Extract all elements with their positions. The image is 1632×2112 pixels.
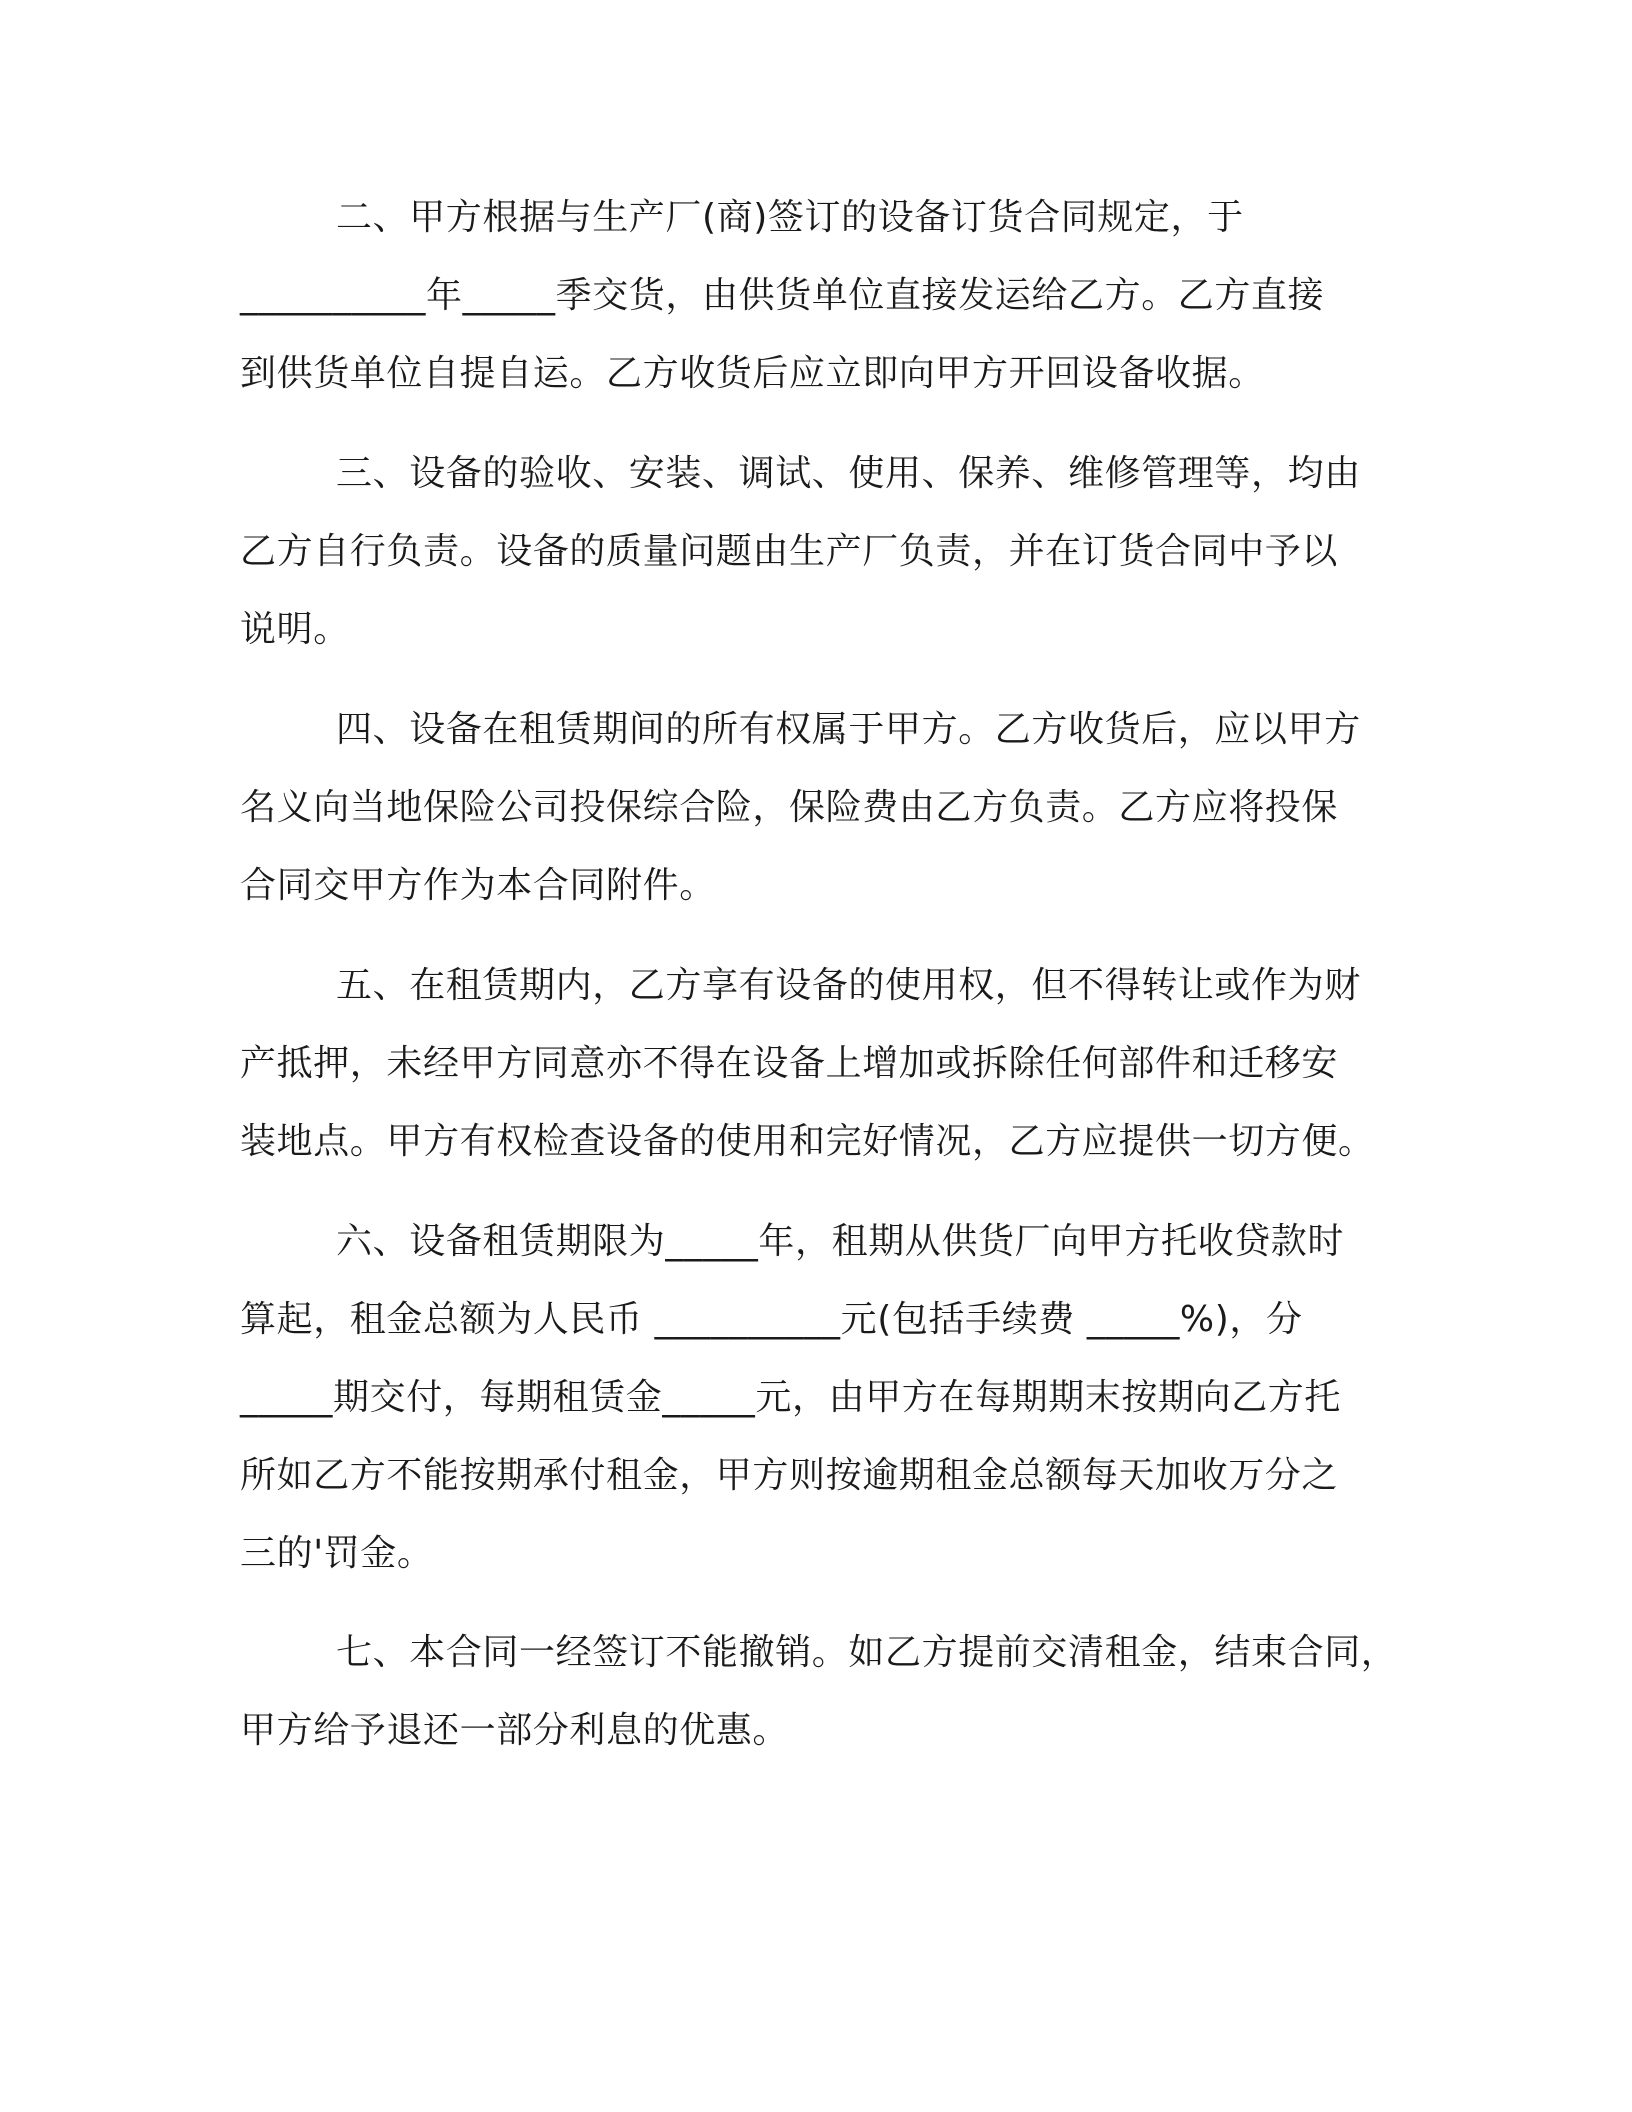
clause-3-line-3: 说明。 <box>240 609 350 650</box>
clause-2-line-2: __________年_____季交货，由供货单位直接发运给乙方。乙方直接 <box>240 275 1325 316</box>
clause-5-line-1: 五、在租赁期内，乙方享有设备的使用权，但不得转让或作为财 <box>336 965 1361 1006</box>
clause-6-line-3: _____期交付，每期租赁金_____元，由甲方在每期期末按期向乙方托 <box>240 1377 1341 1418</box>
clause-3-line-2: 乙方自行负责。设备的质量问题由生产厂负责，并在订货合同中予以 <box>240 531 1339 572</box>
clause-4-line-3: 合同交甲方作为本合同附件。 <box>240 865 716 906</box>
clause-2-line-1: 二、甲方根据与生产厂(商)签订的设备订货合同规定，于 <box>336 197 1244 238</box>
clause-6-line-2: 算起，租金总额为人民币 __________元(包括手续费 _____%)，分 <box>240 1299 1303 1340</box>
clause-6-line-1: 六、设备租赁期限为_____年，租期从供货厂向甲方托收贷款时 <box>336 1221 1345 1262</box>
clause-6-line-4: 所如乙方不能按期承付租金，甲方则按逾期租金总额每天加收万分之 <box>240 1455 1339 1496</box>
clause-6-line-5: 三的'罚金。 <box>240 1533 434 1574</box>
clause-2-line-3: 到供货单位自提自运。乙方收货后应立即向甲方开回设备收据。 <box>240 353 1265 394</box>
clause-4-line-2: 名义向当地保险公司投保综合险，保险费由乙方负责。乙方应将投保 <box>240 787 1339 828</box>
clause-5-line-2: 产抵押，未经甲方同意亦不得在设备上增加或拆除任何部件和迁移安 <box>240 1043 1339 1084</box>
clause-3-line-1: 三、设备的验收、安装、调试、使用、保养、维修管理等，均由 <box>336 453 1361 494</box>
clause-4-line-1: 四、设备在租赁期间的所有权属于甲方。乙方收货后，应以甲方 <box>336 709 1361 750</box>
clause-7-line-2: 甲方给予退还一部分利息的优惠。 <box>240 1710 790 1751</box>
clause-7-line-1: 七、本合同一经签订不能撤销。如乙方提前交清租金，结束合同， <box>336 1632 1398 1673</box>
clause-5-line-3: 装地点。甲方有权检查设备的使用和完好情况，乙方应提供一切方便。 <box>240 1121 1375 1162</box>
